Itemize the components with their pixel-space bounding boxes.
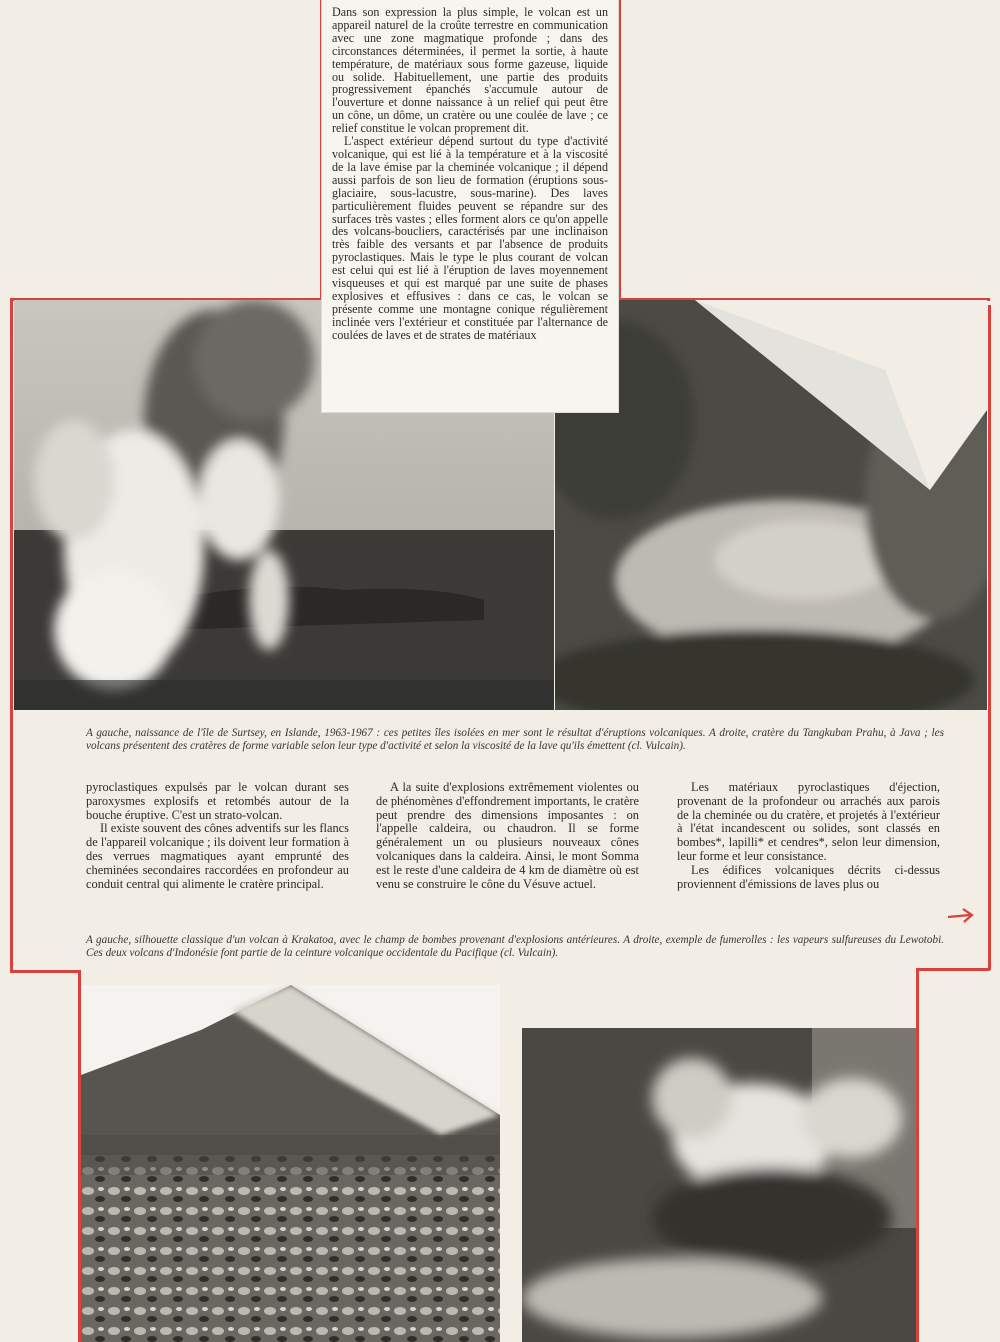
column-3-paragraph-2: Les édifices volcaniques décrits ci-dessus proviennent d'émissions de laves plus ou [677, 862, 940, 891]
red-border-right [988, 305, 991, 970]
red-border-top-clip-right [618, 0, 621, 300]
red-border-left [10, 298, 13, 972]
right-arrow-icon [946, 906, 976, 926]
text-clipping [322, 0, 618, 412]
red-border-lower-right [916, 968, 919, 1342]
clipping-text [332, 6, 608, 342]
text-column-2 [376, 781, 639, 891]
photo-tangkuban-prahu [555, 300, 987, 710]
clipping-paragraph-2: L'aspect extérieur dépend surtout du type d'activité volcanique, qui est lié à la température et à la viscosité de la lave émise par la cheminée volcanique ; il dépend aussi parfois de son lieu de formation (éruptions sous-glaciaire, sous-lacustre, sous-marine). Des laves particulièrement fluides peuvent se répandre sur des surfaces très vastes ; elles forment alors ce qu'on appelle des volcans-boucliers, caractérisés par une inclinaison très faible des versants et par l'absence de produits pyroclastiques. Mais le type le plus courant de volcan est celui qui est lié à l'éruption de laves moyennement visqueuses et qui est marqué par une suite de phases explosives et effusives : dans ce cas, le volcan se présente comme une montagne conique régulièrement inclinée vers l'extérieur et constituée par l'alternance de coulées de laves et de strates de matériaux [332, 134, 608, 342]
column-1-paragraph-2: Il existe souvent des cônes adventifs sur les flancs de l'appareil volcanique ; ils doivent leur formation à des verrues magmatiques ayant emprunté des cheminées secondaires raccordées en profondeur au conduit central qui alimente le cratère principal. [86, 821, 349, 891]
column-1-paragraph-1: pyroclastiques expulsés par le volcan durant ses paroxysmes explosifs et retombés autour de la bouche éruptive. C'est un strato-volcan. [86, 780, 349, 822]
caption-bottom: A gauche, silhouette classique d'un volcan à Krakatoa, avec le champ de bombes provenant d'explosions antérieures. A droite, exemple de fumerolles : les vapeurs sulfureuses du Lewotobi. Ces deux volcans d'Indonésie font partie de la ceinture volcanique occidentale du Pacifique (cl. Vulcain). [86, 934, 944, 960]
red-border-middle-left [10, 970, 80, 973]
column-2-paragraph-1: A la suite d'explosions extrêmement violentes ou de phénomènes d'effondrement importants, le cratère peut prendre des dimensions imposantes : on l'appelle caldeira, ou chaudron. Il se forme généralement un ou plusieurs nouveaux cônes volcaniques dans la caldeira. Ainsi, le mont Somma est le reste d'une caldeira de 4 km de diamètre où est venu se construire le cône du Vésuve actuel. [376, 780, 639, 891]
text-column-3 [677, 781, 940, 891]
caption-top: A gauche, naissance de l'île de Surtsey, en Islande, 1963-1967 : ces petites îles isolées en mer sont le résultat d'éruptions volcaniques. A droite, cratère du Tangkuban Prahu, à Java ; les volcans présentent des cratères de forme variable selon leur type d'activité et selon la viscosité de la lave qu'ils émettent (cl. Vulcain). [86, 727, 944, 753]
red-border-middle-right [918, 968, 990, 971]
clipping-paragraph-1: Dans son expression la plus simple, le volcan est un appareil naturel de la croûte terrestre en communication avec une zone magmatique profonde ; dans des circonstances déterminées, il permet la sortie, à haute température, de matériaux sous forme gazeuse, liquide ou solide. Habituellement, une partie des produits progressivement épanchés s'accumule autour de l'ouverture et donne naissance à un relief qui peut être un cône, un dôme, un cratère ou une coulée de lave ; ce relief constitue le volcan proprement dit. [332, 5, 608, 136]
photo-lewotobi [522, 1028, 916, 1342]
column-3-paragraph-1: Les matériaux pyroclastiques d'éjection, provenant de la profondeur ou arrachés aux parois de la cheminée ou du cratère, et projetés à l'extérieur à l'état incandescent ou solides, sont classés en bombes*, lapilli* et cendres*, selon leur dimension, leur forme et leur consistance. [677, 780, 940, 863]
photo-krakatoa [81, 985, 500, 1342]
text-column-1 [86, 781, 349, 891]
